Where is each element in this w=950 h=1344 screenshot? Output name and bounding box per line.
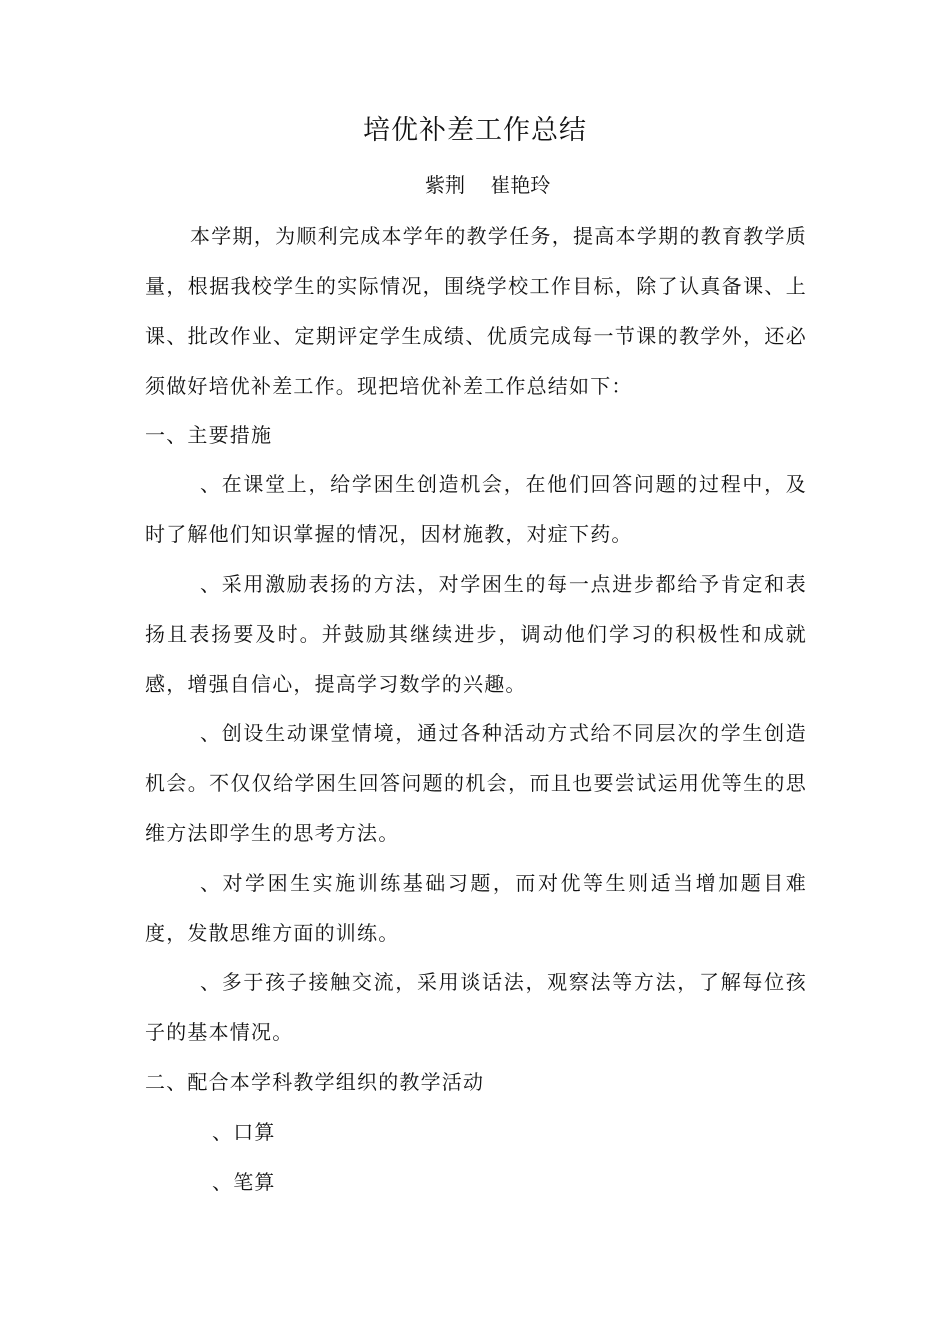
document-authors: 紫荆 崔艳玲 bbox=[425, 173, 551, 197]
measure-item-4: 、对学困生实施训练基础习题，而对优等生则适当增加题目难度，发散思维方面的训练。 bbox=[145, 871, 807, 945]
document-title: 培优补差工作总结 bbox=[363, 115, 587, 146]
intro-paragraph: 本学期，为顺利完成本学年的教学任务，提高本学期的教育教学质量，根据我校学生的实际情况，围绕学校工作目标，除了认真备课、上课、批改作业、定期评定学生成绩、优质完成每一节课的教学外，还必须做好培优补差工作。现把培优补差工作总结如下： bbox=[145, 224, 807, 398]
section-heading-measures: 一、主要措施 bbox=[145, 423, 273, 447]
measure-item-1: 、在课堂上，给学困生创造机会，在他们回答问题的过程中，及时了解他们知识掌握的情况，因材施教，对症下药。 bbox=[145, 472, 807, 546]
measure-item-5: 、多于孩子接触交流，采用谈话法，观察法等方法，了解每位孩子的基本情况。 bbox=[145, 970, 807, 1044]
measure-item-3: 、创设生动课堂情境，通过各种活动方式给不同层次的学生创造机会。不仅仅给学困生回答问题的机会，而且也要尝试运用优等生的思维方法即学生的思考方法。 bbox=[145, 721, 807, 845]
activity-item-2: 、笔算 bbox=[212, 1170, 276, 1194]
activity-item-1: 、口算 bbox=[212, 1120, 276, 1144]
measure-item-2: 、采用激励表扬的方法，对学困生的每一点进步都给予肯定和表扬且表扬要及时。并鼓励其继续进步，调动他们学习的积极性和成就感，增强自信心，提高学习数学的兴趣。 bbox=[145, 572, 807, 696]
section-heading-activities: 二、配合本学科教学组织的教学活动 bbox=[145, 1070, 485, 1094]
